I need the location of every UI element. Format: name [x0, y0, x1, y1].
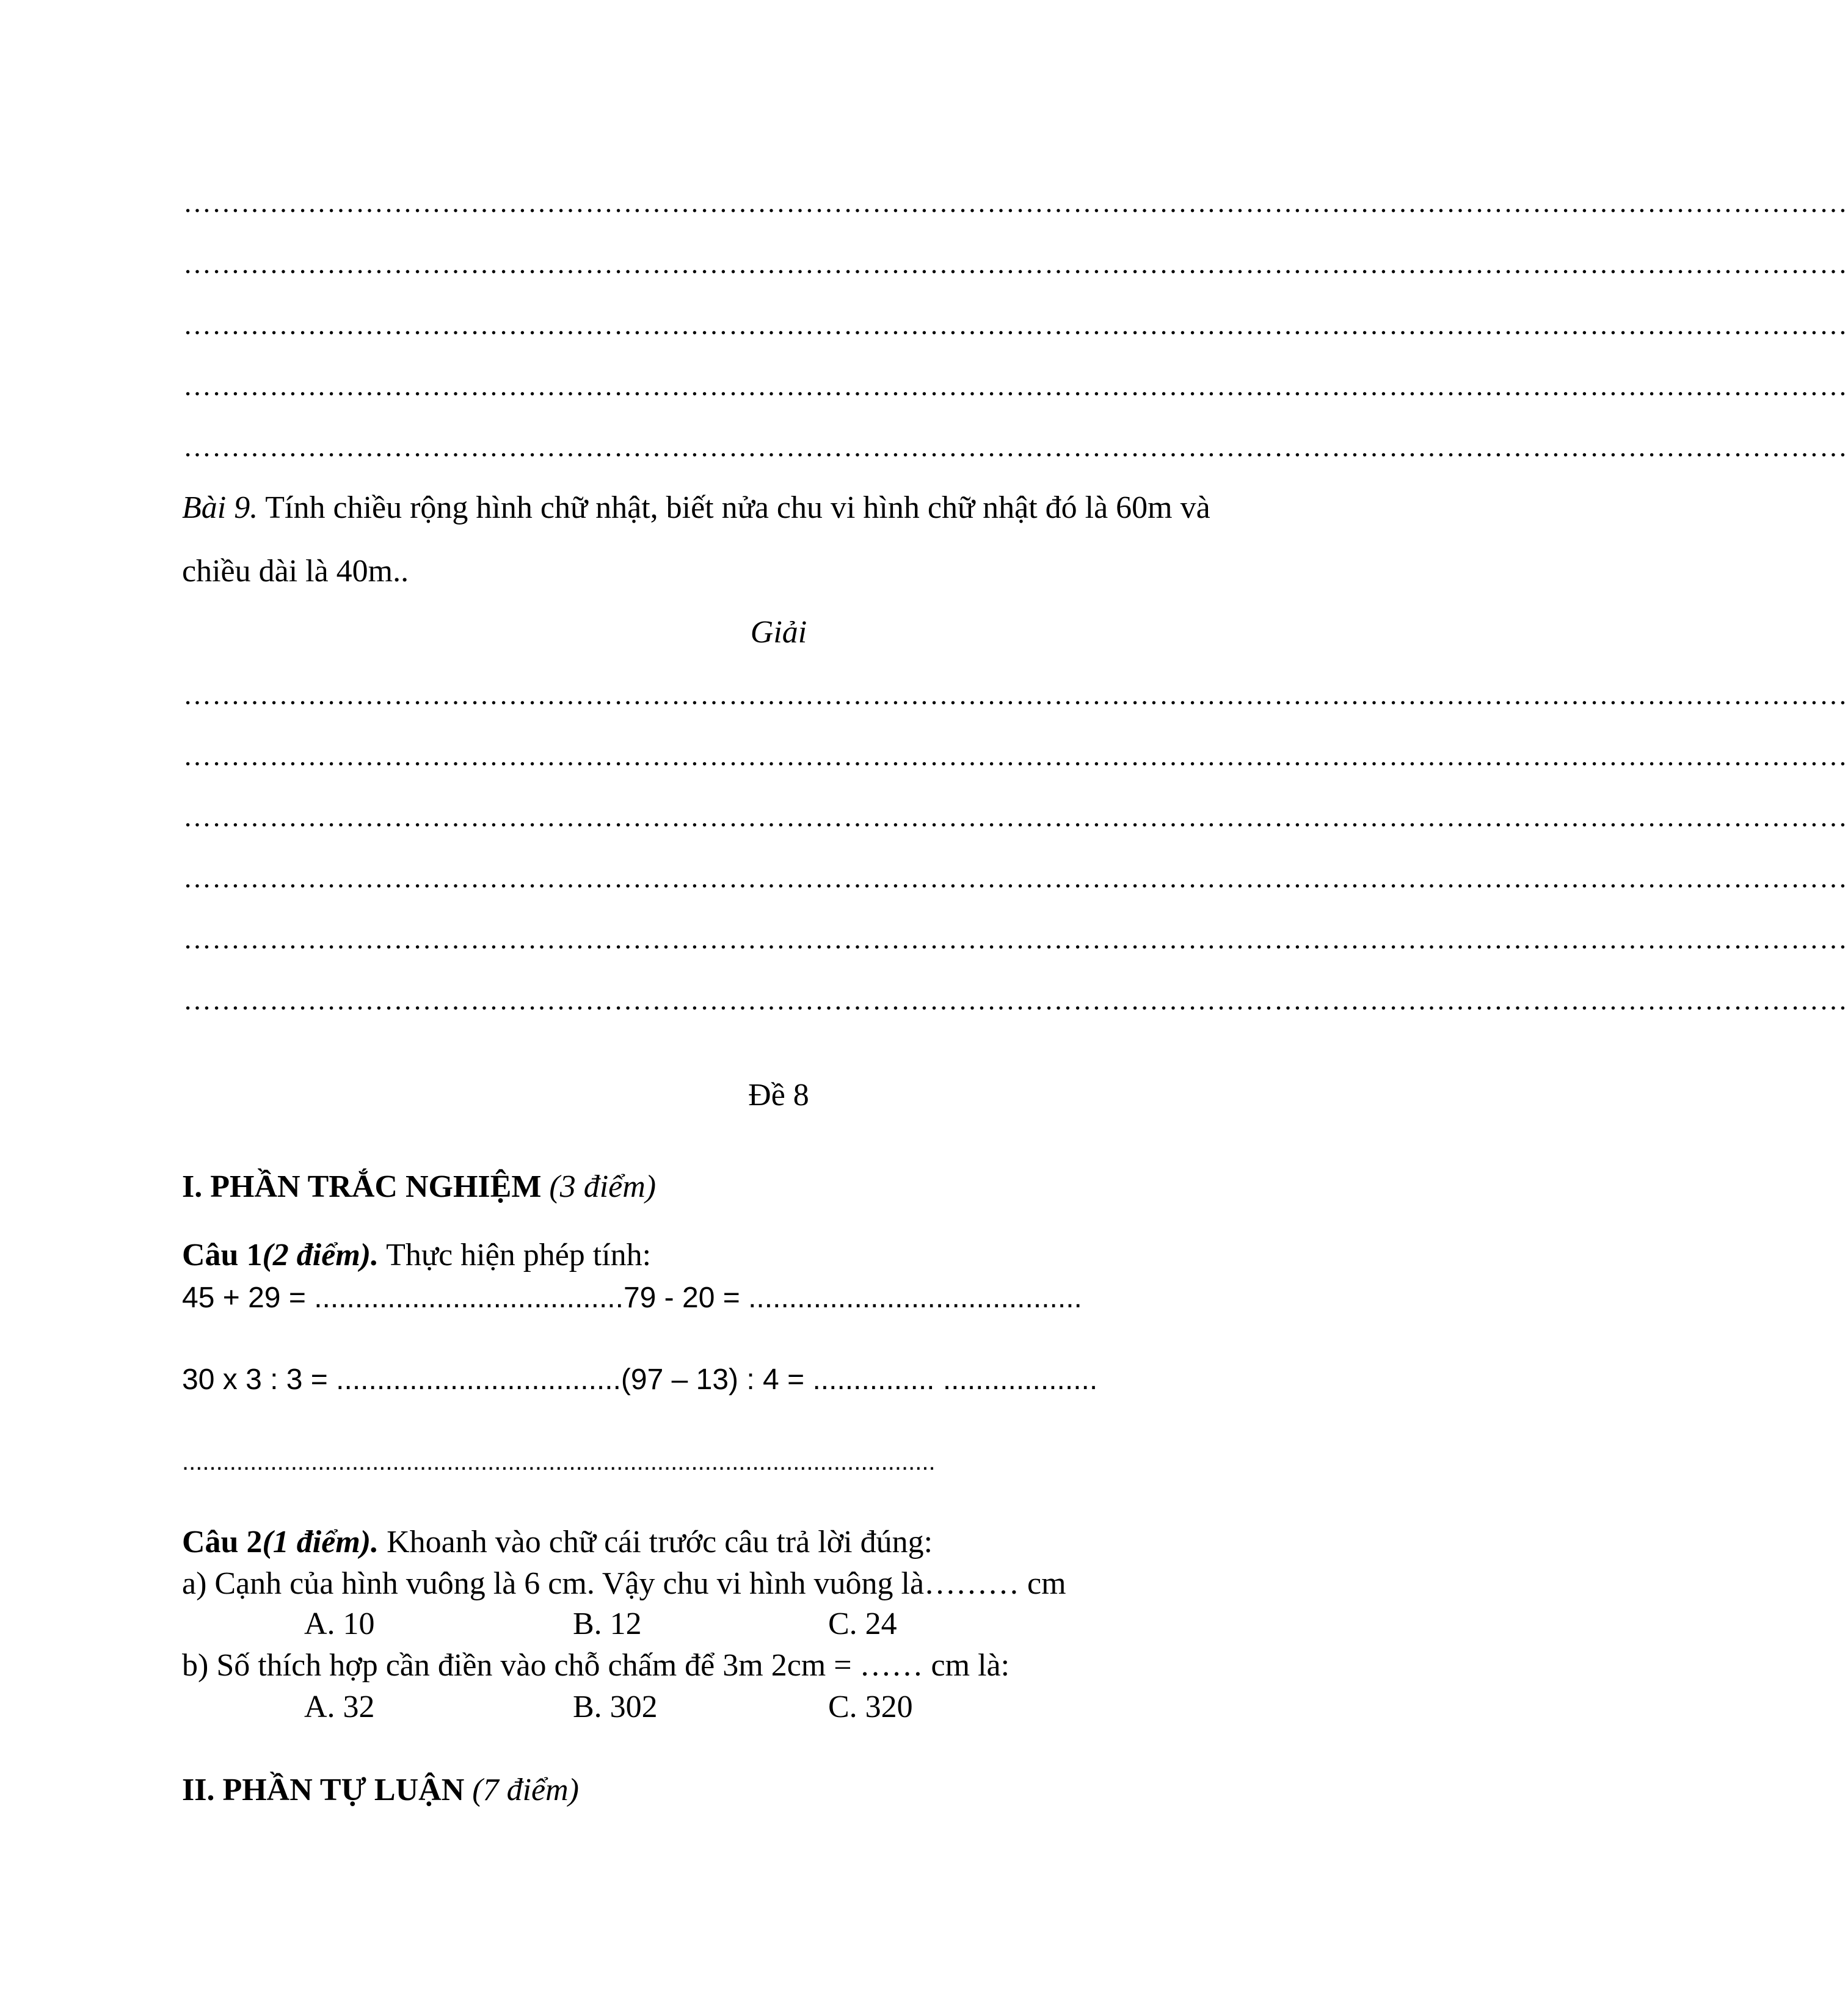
question-1-label: Câu 1	[182, 1238, 263, 1273]
question-2a: a) Cạnh của hình vuông là 6 cm. Vậy chu vi hình vuông là……… cm	[182, 1566, 1066, 1601]
exercise-9-line2: chiều dài là 40m..	[182, 554, 409, 589]
question-1-points: (2 điểm).	[262, 1238, 379, 1273]
answer-line: …………………………………………………………………………………………………………………………………………………………	[183, 248, 1848, 279]
question-2-points: (1 điểm).	[262, 1525, 379, 1559]
answer-line: …………………………………………………………………………………………………………………………………………………………	[183, 431, 1848, 462]
solution-heading: Giải	[750, 615, 807, 650]
question-1-line	[182, 1236, 651, 1275]
part1-points: (3 điểm)	[549, 1169, 657, 1204]
calc-row-1	[182, 1279, 1082, 1318]
calc-row-2	[182, 1360, 1097, 1400]
part2-heading-line	[182, 1771, 579, 1810]
part1-heading-line	[182, 1167, 656, 1207]
question-2-label: Câu 2	[182, 1525, 263, 1559]
exam-title: Đề 8	[748, 1078, 809, 1113]
part2-points: (7 điểm)	[472, 1773, 579, 1807]
q2a-option-a: A. 10	[304, 1607, 375, 1641]
calc-1b: 79 - 20 = .........................................	[623, 1282, 1082, 1314]
calc-row-3: ...............................................................................................................	[182, 1448, 936, 1475]
part2-heading: II. PHẦN TỰ LUẬN	[182, 1773, 465, 1807]
question-2-line	[182, 1523, 933, 1562]
question-2-prompt: Khoanh vào chữ cái trước câu trả lời đúng:	[387, 1525, 933, 1559]
exercise-9-line1	[182, 488, 1210, 528]
q2b-option-c: C. 320	[828, 1690, 913, 1724]
q2a-option-c: C. 24	[828, 1607, 897, 1641]
answer-line: …………………………………………………………………………………………………………………………………………………………	[183, 679, 1848, 710]
answer-line: …………………………………………………………………………………………………………………………………………………………	[183, 801, 1848, 832]
exercise-9-text: Tính chiều rộng hình chữ nhật, biết nửa chu vi hình chữ nhật đó là 60m và	[265, 490, 1210, 525]
calc-1a: 45 + 29 = ......................................	[182, 1282, 624, 1314]
calc-2b: (97 – 13) : 4 = ............... ...................	[620, 1363, 1098, 1396]
exercise-9-label: Bài 9.	[182, 490, 258, 525]
q2b-option-a: A. 32	[304, 1690, 375, 1724]
answer-line: …………………………………………………………………………………………………………………………………………………………	[183, 862, 1848, 893]
calc-2a: 30 x 3 : 3 = ...................................	[182, 1363, 621, 1396]
answer-line: …………………………………………………………………………………………………………………………………………………………	[183, 984, 1848, 1015]
q2a-option-b: B. 12	[573, 1607, 642, 1641]
q2b-option-b: B. 302	[573, 1690, 658, 1724]
answer-line: …………………………………………………………………………………………………………………………………………………………	[183, 923, 1848, 954]
answer-line: …………………………………………………………………………………………………………………………………………………………	[183, 187, 1848, 218]
answer-line: …………………………………………………………………………………………………………………………………………………………	[183, 740, 1848, 771]
answer-line: …………………………………………………………………………………………………………………………………………………………	[183, 309, 1848, 340]
answer-line: …………………………………………………………………………………………………………………………………………………………	[183, 370, 1848, 401]
part1-heading: I. PHẦN TRẮC NGHIỆM	[182, 1169, 542, 1204]
question-1-prompt: Thực hiện phép tính:	[386, 1238, 652, 1273]
question-2b: b) Số thích hợp cần điền vào chỗ chấm để 3m 2cm = …… cm là:	[182, 1648, 1010, 1683]
